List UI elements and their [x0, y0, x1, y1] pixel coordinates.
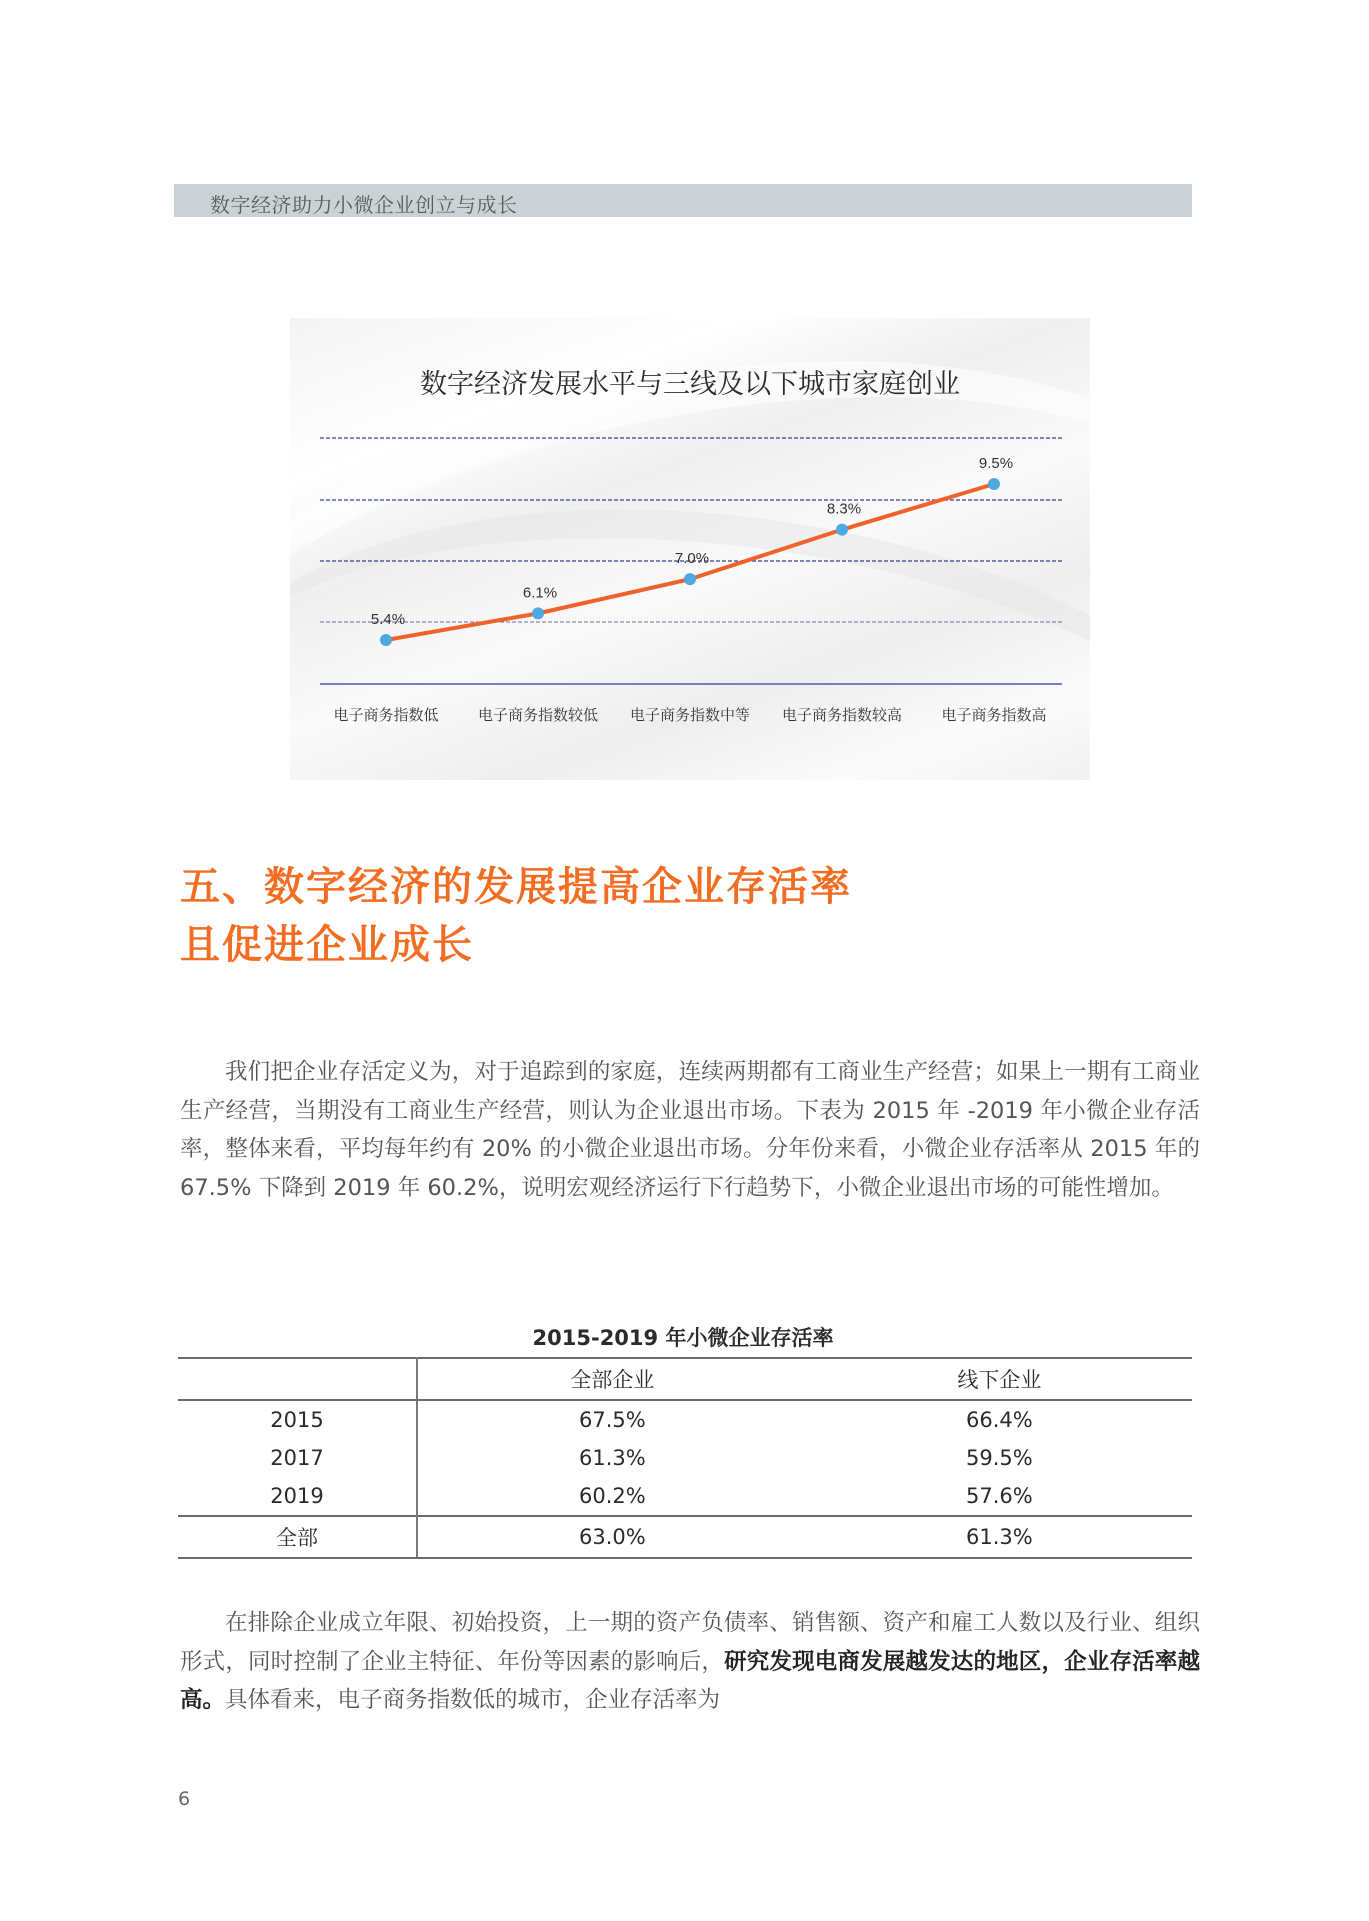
table-header-cell: 全部企业	[417, 1358, 807, 1400]
x-tick-label: 电子商务指数较高	[781, 706, 902, 724]
table-cell-year: 2017	[178, 1439, 417, 1477]
survival-rate-table	[178, 1357, 1192, 1559]
section-heading-line2: 且促进企业成长	[180, 922, 474, 968]
page-number: 6	[178, 1788, 191, 1810]
table-cell-total-label: 全部	[178, 1516, 417, 1558]
table-row	[178, 1477, 1192, 1516]
data-point-marker	[988, 478, 1000, 490]
table-total-row	[178, 1516, 1192, 1558]
body-paragraph-2	[180, 1604, 1200, 1720]
data-value-label: 8.3%	[826, 500, 862, 518]
table-row	[178, 1439, 1192, 1477]
data-value-label: 9.5%	[978, 455, 1014, 472]
data-point-marker	[532, 607, 544, 619]
table-header-cell: 线下企业	[807, 1358, 1192, 1400]
line-chart	[290, 318, 1090, 780]
section-heading-line1: 五、数字经济的发展提高企业存活率	[180, 864, 852, 910]
table-cell-year: 2019	[178, 1477, 417, 1516]
table-cell: 61.3%	[579, 1446, 646, 1470]
running-header-band	[174, 184, 1192, 217]
x-tick-label: 电子商务指数中等	[629, 706, 750, 724]
table-caption: 2015-2019 年小微企业存活率	[532, 1326, 834, 1350]
table-cell-year: 2015	[178, 1400, 417, 1439]
table-cell: 59.5%	[966, 1446, 1033, 1470]
gridlines	[320, 438, 1062, 622]
data-point-marker	[684, 573, 696, 585]
data-value-label: 7.0%	[674, 550, 710, 568]
paragraph-text: 在排除企业成立年限、初始投资，上一期的资产负债率、销售额、资产和雇工人数以及行业、组织形式，同时控制了企业主特征、年份等因素的影响后，	[180, 1610, 1200, 1675]
table-cell: 61.3%	[807, 1516, 1192, 1558]
body-paragraph-1: 我们把企业存活定义为，对于追踪到的家庭，连续两期都有工商业生产经营；如果上一期有工商业生产经营，当期没有工商业生产经营，则认为企业退出市场。下表为 2015 年 -2019 年小微企业存活率，整体来看，平均每年约有 20% 的小微企业退出市场。分年份来看，小微企业存活率从 2015 年的 67.5% 下降到 2019 年 60.2%，说明宏观经济运行下行趋势下，小微企业退出市场的可能性增加。	[180, 1059, 1200, 1201]
section-heading	[180, 858, 852, 974]
data-point-marker	[380, 634, 392, 646]
table-header-cell	[178, 1358, 417, 1400]
chart-title: 数字经济发展水平与三线及以下城市家庭创业	[420, 369, 960, 400]
table-cell: 66.4%	[966, 1408, 1033, 1432]
table-cell: 60.2%	[579, 1484, 646, 1508]
table-cell: 63.0%	[417, 1516, 807, 1558]
x-tick-label: 电子商务指数较低	[477, 706, 598, 724]
x-tick-label: 电子商务指数高	[941, 706, 1047, 724]
data-value-label: 5.4%	[370, 611, 406, 628]
table-cell: 57.6%	[966, 1484, 1033, 1508]
table-cell: 67.5%	[579, 1408, 646, 1432]
table-row	[178, 1400, 1192, 1439]
data-value-labels	[371, 455, 1013, 628]
paragraph-bold-finding: 研究发现电商发展越发达的地区，企业存活率越高。	[180, 1648, 1200, 1713]
data-value-label: 6.1%	[522, 584, 558, 602]
x-tick-label: 电子商务指数低	[333, 706, 439, 724]
running-header-title: 数字经济助力小微企业创立与成长	[210, 193, 518, 217]
data-point-marker	[836, 524, 848, 536]
paragraph-text: 具体看来，电子商务指数低的城市，企业存活率为	[225, 1687, 721, 1713]
table-header-row	[178, 1358, 1192, 1400]
